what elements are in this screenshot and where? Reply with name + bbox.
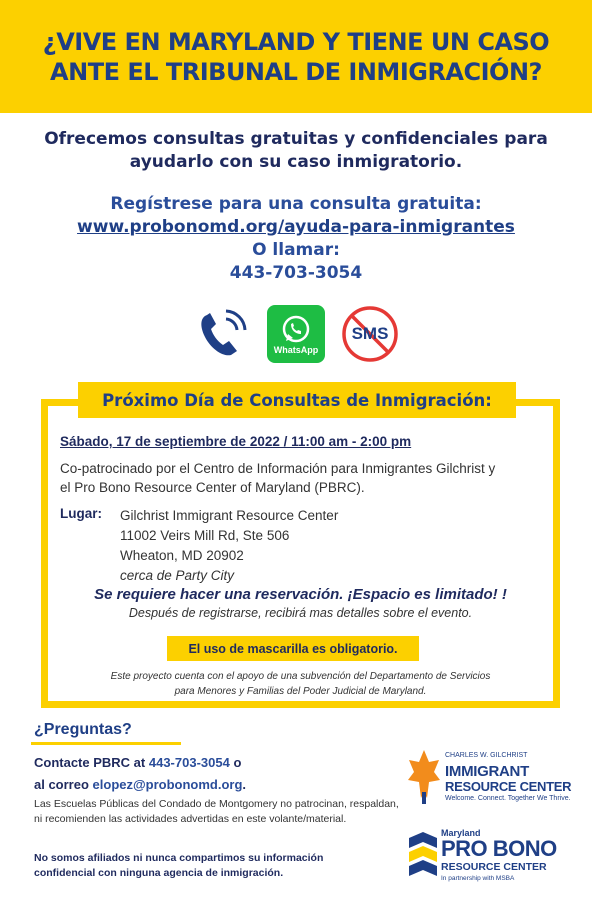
- contact-prefix: Contacte PBRC at: [34, 755, 149, 770]
- gilchrist-main1: IMMIGRANT: [445, 763, 529, 780]
- after-registration-note: Después de registrarse, recibirá mas detalles sobre el evento.: [128, 606, 473, 620]
- not-affiliated-notice: No somos afiliados ni nunca compartimos su información confidencial con ninguna agencia de inmigración.: [34, 852, 324, 879]
- questions-title: ¿Preguntas?: [34, 721, 132, 738]
- phone-number[interactable]: 443-703-3054: [229, 263, 363, 283]
- questions-underline: [31, 742, 181, 745]
- sms-label: SMS: [351, 324, 389, 343]
- phone-icon: [193, 305, 251, 363]
- gilchrist-main2: RESOURCE CENTER: [445, 779, 572, 794]
- email-prefix: al correo: [34, 777, 93, 792]
- support-line2: para Menores y Familias del Poder Judicial de Maryland.: [174, 686, 427, 697]
- register-line: Regístrese para una consulta gratuita:: [110, 194, 482, 214]
- intro-line1: Ofrecemos consultas gratuitas y confidenciales para: [44, 129, 548, 149]
- school-disclaimer: Las Escuelas Públicas del Condado de Montgomery no patrocinan, respaldan, ni recomienden las actividades advertidas en este volante/material.: [34, 798, 399, 825]
- gilchrist-logo: [407, 748, 577, 806]
- contact-icons: [0, 305, 592, 363]
- gilchrist-tagline: Welcome. Connect. Together We Thrive.: [445, 795, 571, 802]
- address-line1: 11002 Veirs Mill Rd, Ste 506: [120, 528, 290, 543]
- grant-support-note: [41, 669, 560, 699]
- sponsor-line1: Co-patrocinado por el Centro de Información para Inmigrantes Gilchrist y: [60, 461, 496, 476]
- pro-bono-logo: [407, 826, 577, 884]
- leaf-icon: [407, 748, 441, 804]
- title-banner: [0, 0, 592, 113]
- place-near: cerca de Party City: [120, 568, 235, 583]
- banner-title-line1: ¿VIVE EN MARYLAND Y TIENE UN CASO: [42, 27, 550, 56]
- event-header: Próximo Día de Consultas de Inmigración:: [78, 382, 516, 418]
- pb-main: PRO BONO: [441, 836, 557, 861]
- event-place: [120, 506, 338, 586]
- place-label: Lugar:: [60, 506, 102, 521]
- banner-title-line2: ANTE EL TRIBUNAL DE INMIGRACIÓN?: [50, 57, 542, 86]
- register-link[interactable]: www.probonomd.org/ayuda-para-inmigrantes: [77, 217, 515, 237]
- pb-sub: RESOURCE CENTER: [441, 861, 547, 873]
- reservation-notice: Se requiere hacer una reservación. ¡Espacio es limitado! !: [94, 586, 507, 603]
- contact-email[interactable]: elopez@probonomd.org: [92, 777, 243, 792]
- address-line2: Wheaton, MD 20902: [120, 548, 244, 563]
- email-suffix: .: [242, 777, 247, 792]
- intro-line2: ayudarlo con su caso inmigratorio.: [129, 152, 463, 172]
- intro-text: [0, 128, 592, 174]
- event-date: Sábado, 17 de septiembre de 2022 / 11:00 am - 2:00 pm: [60, 434, 412, 449]
- event-sponsor: [60, 459, 550, 497]
- gilchrist-sup: CHARLES W. GILCHRIST: [445, 752, 528, 759]
- contact-or: o: [229, 755, 242, 770]
- pro-bono-mark-icon: [407, 830, 439, 880]
- place-name: Gilchrist Immigrant Resource Center: [120, 508, 339, 523]
- contact-info: [34, 752, 246, 796]
- pb-state: Maryland: [441, 828, 481, 838]
- mask-notice: El uso de mascarilla es obligatorio.: [167, 636, 419, 661]
- support-line1: Este proyecto cuenta con el apoyo de una subvención del Departamento de Servicios: [110, 671, 491, 682]
- whatsapp-label: WhatsApp: [273, 344, 319, 355]
- register-block: [0, 193, 592, 285]
- pb-partner: In partnership with MSBA: [441, 875, 515, 882]
- no-sms-icon: [341, 305, 399, 363]
- whatsapp-icon: [267, 305, 325, 363]
- contact-phone[interactable]: 443-703-3054: [148, 755, 230, 770]
- sponsor-line2: el Pro Bono Resource Center of Maryland (PBRC).: [60, 480, 365, 495]
- call-label: O llamar:: [252, 240, 340, 260]
